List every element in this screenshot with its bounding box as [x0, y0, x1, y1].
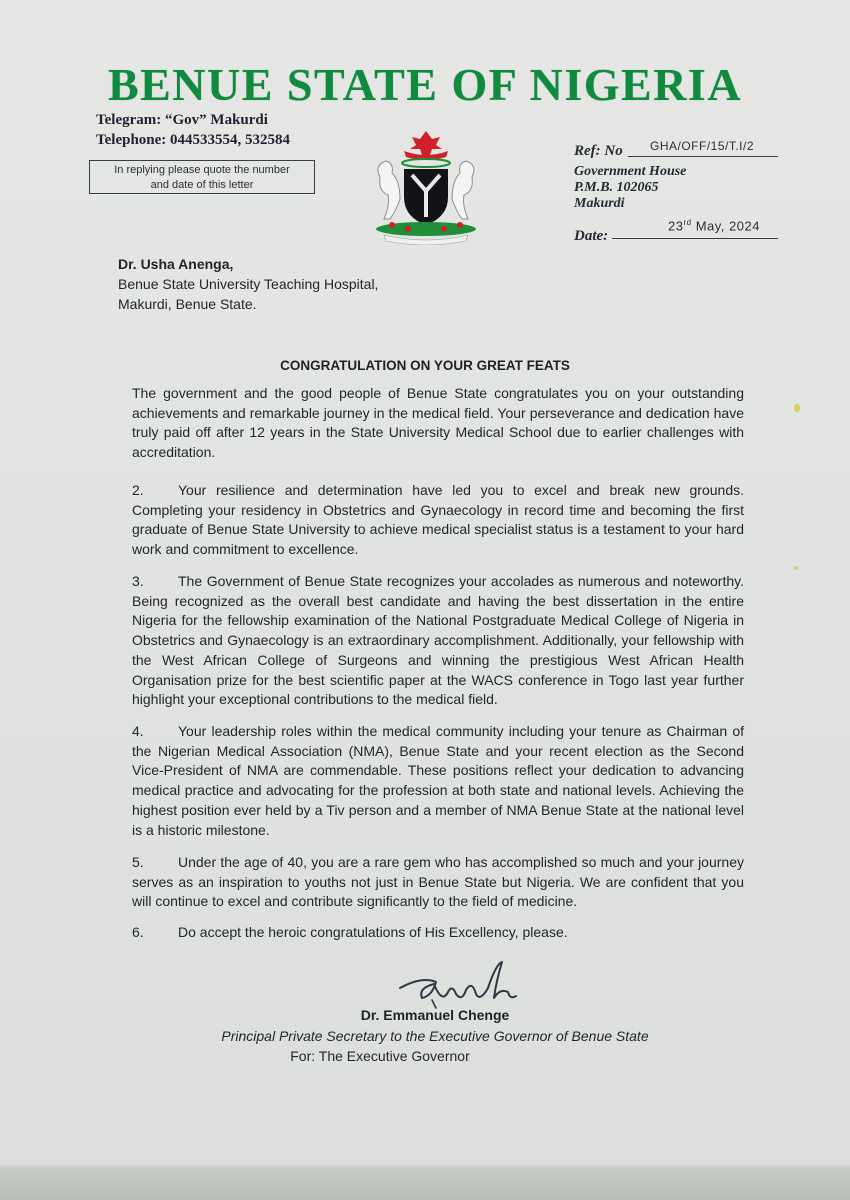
ref-value: GHA/OFF/15/T.I/2 [650, 139, 755, 153]
paragraph-4-text: Your leadership roles within the medical community including your tenure as Chairman of the Nigerian Medical Association (NMA), Benue State and your recent election as the Second Vice-President of NMA are commendable. These positions reflect your dedication to advancing medical practice and advocating for the profession at both state and national levels. Achieving the highest position ever held by a Tiv person and a member of NMA Benue State at the national level is a historic milestone. [132, 723, 744, 838]
paragraph-6-number: 6. [132, 924, 144, 940]
paper-speck [794, 566, 798, 570]
recipient-name: Dr. Usha Anenga, [118, 256, 234, 272]
ref-underline [628, 156, 778, 157]
paragraph-3-number: 3. [132, 573, 144, 589]
paragraph-2 [132, 481, 744, 560]
address-line3: Makurdi [574, 196, 625, 211]
paragraph-5-text: Under the age of 40, you are a rare gem who has accomplished so much and your journey serves as an inspiration to youths not just in Benue State but Nigeria. We are confident that you will continue to excel and contribute significantly to the field of medicine. [132, 854, 744, 910]
signatory-name: Dr. Emmanuel Chenge [360, 1007, 510, 1023]
date-label: Date: [574, 228, 609, 244]
paragraph-2-text: Your resilience and determination have led you to excel and break new grounds. Completing your residency in Obstetrics and Gynaecology in record time and becoming the first graduate of Benue State University to achieve medical specialist status is a testament to your hard work and commitment to excellence. [132, 482, 744, 558]
paragraph-4 [132, 722, 744, 840]
letterhead-title: BENUE STATE OF NIGERIA [107, 59, 743, 110]
paragraph-5 [132, 853, 744, 912]
address-line2: P.M.B. 102065 [574, 180, 659, 195]
telephone-line: Telephone: 044533554, 532584 [96, 132, 291, 148]
signatory-for-line: For: The Executive Governor [290, 1048, 470, 1064]
signature-icon [392, 958, 522, 1012]
paragraph-5-number: 5. [132, 854, 144, 870]
quote-notice-line2: and date of this letter [150, 179, 254, 191]
date-underline [612, 238, 778, 239]
paper-speck [794, 404, 800, 412]
recipient-block [118, 254, 378, 314]
telegram-line: Telegram: “Gov” Makurdi [96, 112, 268, 128]
paragraph-3 [132, 572, 744, 710]
ref-label: Ref: No [574, 143, 623, 159]
address-line1: Government House [574, 164, 687, 179]
paragraph-3-text: The Government of Benue State recognizes your accolades as numerous and noteworthy. Being recognized as the overall best candidate and having the best dissertation in the entire Nigeria for the fellowship examination of the National Postgraduate Medical College of Nigeria in Obstetrics and Gynaecology is an extraordinary accomplishment. Additionally, your fellowship with the West African College of Surgeons and winning the prestigious West African Health Organisation prize for the best scientific paper at the WACS conference in Togo last year further highlight your exceptional contributions to the medical field. [132, 573, 744, 708]
background-surface [0, 1168, 850, 1200]
quote-notice-line1: In replying please quote the number [114, 164, 290, 176]
paragraph-6 [132, 923, 744, 943]
paragraph-2-number: 2. [132, 482, 144, 498]
paragraph-4-number: 4. [132, 723, 144, 739]
recipient-line2: Makurdi, Benue State. [118, 296, 257, 312]
coat-of-arms-icon [360, 125, 492, 245]
quote-notice-box [89, 160, 315, 194]
recipient-line1: Benue State University Teaching Hospital, [118, 276, 379, 292]
paragraph-1: The government and the good people of Benue State congratulates you on your outstanding achievements and remarkable journey in the medical field. Your perseverance and dedication have truly paid off after 12 years in the State University Medical School due to earlier challenges with accreditation. [132, 385, 744, 461]
letter-heading: CONGRATULATION ON YOUR GREAT FEATS [280, 358, 570, 373]
signatory-title: Principal Private Secretary to the Executive Governor of Benue State [221, 1028, 649, 1044]
paragraph-6-text: Do accept the heroic congratulations of His Excellency, please. [178, 924, 568, 940]
date-value: 23rd May, 2024 [668, 218, 760, 234]
